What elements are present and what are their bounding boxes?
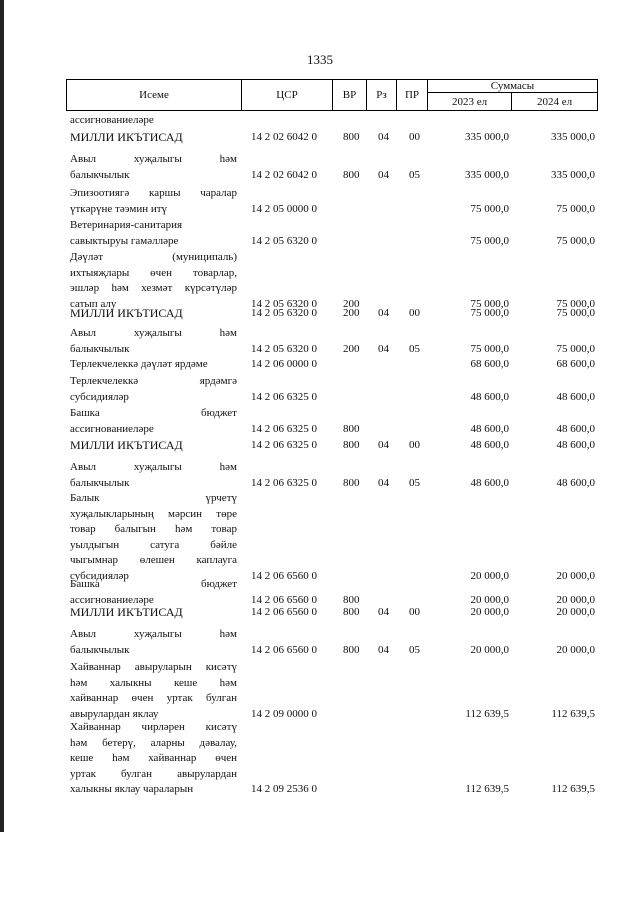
- row-sum-2024: 68 600,0: [556, 358, 595, 370]
- row-rz: 04: [378, 643, 389, 656]
- row-vr: 800: [343, 476, 360, 489]
- page-number: 1335: [307, 52, 333, 67]
- row-csr: 14 2 06 6325 0: [251, 476, 317, 489]
- row-sum-2023: 48 600,0: [470, 422, 509, 435]
- row-csr: 14 2 06 6325 0: [251, 422, 317, 435]
- row-name: [70, 218, 237, 249]
- row-csr: 14 2 05 6320 0: [251, 307, 317, 319]
- row-name-line: субсидияләр: [70, 390, 129, 403]
- column-header-sums: Суммасы: [428, 80, 598, 93]
- row-pr: 05: [409, 168, 420, 181]
- row-name: [70, 357, 237, 373]
- row-csr: 14 2 05 0000 0: [251, 202, 317, 215]
- row-csr: 14 2 02 6042 0: [251, 168, 317, 181]
- row-name: [70, 374, 237, 405]
- row-csr: 14 2 02 6042 0: [251, 131, 317, 143]
- row-sum-2023: 75 000,0: [470, 342, 509, 355]
- row-sum-2023: 48 600,0: [470, 476, 509, 489]
- row-name-line: хуҗалыкларының мәрсин төре: [70, 507, 237, 520]
- row-csr: 14 2 06 6560 0: [251, 569, 317, 582]
- table-header: [66, 79, 598, 111]
- row-name-line: уртак булган авырулардан: [70, 767, 237, 780]
- page-edge-bar: [0, 0, 4, 832]
- row-name-line: ихтыяҗлары өчен товарлар,: [70, 266, 237, 279]
- row-name-line: эшләр һәм хезмәт күрсәтүләр: [70, 282, 237, 294]
- row-name-line: авырулардан яклау: [70, 707, 159, 720]
- row-sum-2023: 20 000,0: [470, 643, 509, 656]
- row-pr: 05: [409, 476, 420, 489]
- row-vr: 200: [343, 307, 360, 319]
- row-name-line: халыкны яклау чараларын: [70, 783, 194, 795]
- column-header-csr: ЦСР: [242, 80, 333, 111]
- row-sum-2024: 48 600,0: [556, 422, 595, 435]
- row-pr: 05: [409, 342, 420, 355]
- row-name-line: ассигнованиеләре: [70, 114, 154, 126]
- row-sum-2023: 335 000,0: [465, 168, 509, 181]
- row-sum-2023: 48 600,0: [470, 439, 509, 451]
- row-sum-2024: 20 000,0: [556, 606, 595, 618]
- row-name: [70, 460, 237, 491]
- row-name: [70, 152, 237, 183]
- row-name-line: Авыл хуҗалыгы һәм: [70, 153, 237, 165]
- row-sum-2023: 112 639,5: [465, 783, 509, 795]
- column-header-pr: ПР: [397, 80, 428, 111]
- row-sum-2024: 335 000,0: [551, 131, 595, 143]
- row-vr: 200: [343, 297, 360, 310]
- column-header-rz: Рз: [367, 80, 397, 111]
- row-sum-2023: 75 000,0: [470, 297, 509, 310]
- row-name-line: товар балыгын һәм товар: [70, 523, 237, 535]
- row-name-line: савыктыруы гамәлләре: [70, 234, 179, 247]
- row-vr: 800: [343, 606, 360, 618]
- row-name-line: Хайваннар чирләрен кисәтү: [70, 721, 237, 733]
- row-name: [70, 186, 237, 217]
- row-csr: 14 2 09 2536 0: [251, 783, 317, 795]
- row-name-line: Дәүләт (муниципаль): [70, 251, 237, 263]
- row-name-line: МИЛЛИ ИКЪТИСАД: [70, 306, 183, 320]
- row-csr: 14 2 06 6325 0: [251, 390, 317, 403]
- row-pr: 00: [409, 307, 420, 319]
- row-name-line: Башка бюджет: [70, 578, 237, 590]
- row-name: [70, 605, 237, 621]
- row-name: [70, 660, 237, 722]
- row-sum-2024: 48 600,0: [556, 476, 595, 489]
- row-name-line: МИЛЛИ ИКЪТИСАД: [70, 605, 183, 619]
- row-name-line: Авыл хуҗалыгы һәм: [70, 327, 237, 339]
- row-pr: 05: [409, 643, 420, 656]
- row-sum-2024: 20 000,0: [556, 593, 595, 606]
- row-pr: 00: [409, 606, 420, 618]
- column-header-year-2023: 2023 ел: [428, 93, 512, 111]
- row-name: [70, 491, 237, 584]
- row-name-line: Терлекчелеккә дәүләт ярдәме: [70, 358, 208, 370]
- row-csr: 14 2 06 6325 0: [251, 439, 317, 451]
- row-sum-2024: 75 000,0: [556, 342, 595, 355]
- row-name: [70, 250, 237, 312]
- row-name-line: Башка бюджет: [70, 407, 237, 419]
- row-sum-2023: 48 600,0: [470, 390, 509, 403]
- row-rz: 04: [378, 606, 389, 618]
- row-sum-2024: 75 000,0: [556, 202, 595, 215]
- row-name-line: субсидияләр: [70, 569, 129, 582]
- row-csr: 14 2 05 6320 0: [251, 297, 317, 310]
- row-name-line: уылдыгын сатуга бәйле: [70, 538, 237, 551]
- row-name-line: Балык үрчетү: [70, 492, 237, 504]
- row-sum-2024: 75 000,0: [556, 307, 595, 319]
- row-name-line: ассигнованиеләре: [70, 593, 154, 606]
- row-name-line: хайваннар өчен уртак булган: [70, 692, 237, 704]
- row-vr: 800: [343, 168, 360, 181]
- row-name: [70, 720, 237, 798]
- row-name-line: Ветеринария-санитария: [70, 219, 183, 231]
- row-csr: 14 2 06 6560 0: [251, 606, 317, 618]
- row-name: [70, 306, 237, 322]
- row-sum-2024: 20 000,0: [556, 643, 595, 656]
- row-sum-2023: 112 639,5: [465, 707, 509, 720]
- row-sum-2024: 75 000,0: [556, 297, 595, 310]
- row-vr: 800: [343, 439, 360, 451]
- row-name-line: Терлекчелеккә ярдәмгә: [70, 375, 237, 387]
- row-pr: 00: [409, 439, 420, 451]
- column-header-vr: ВР: [333, 80, 367, 111]
- row-csr: 14 2 06 6560 0: [251, 643, 317, 656]
- row-name-line: ассигнованиеләре: [70, 422, 154, 435]
- row-sum-2024: 48 600,0: [556, 390, 595, 403]
- row-name: [70, 577, 237, 608]
- row-sum-2023: 20 000,0: [470, 569, 509, 582]
- row-csr: 14 2 05 6320 0: [251, 234, 317, 247]
- row-rz: 04: [378, 439, 389, 451]
- row-name-line: балыкчылык: [70, 342, 130, 355]
- row-sum-2024: 335 000,0: [551, 168, 595, 181]
- row-sum-2023: 75 000,0: [470, 202, 509, 215]
- row-name-line: балыкчылык: [70, 168, 130, 181]
- row-sum-2024: 75 000,0: [556, 234, 595, 247]
- row-csr: 14 2 06 0000 0: [251, 358, 317, 370]
- row-sum-2023: 75 000,0: [470, 307, 509, 319]
- row-name: [70, 130, 237, 146]
- row-name: [70, 627, 237, 658]
- row-name-line: Хайваннар авыруларын кисәтү: [70, 661, 237, 673]
- row-rz: 04: [378, 168, 389, 181]
- row-sum-2023: 335 000,0: [465, 131, 509, 143]
- row-name-line: һәм халыкны кеше һәм: [70, 676, 237, 689]
- row-pr: 00: [409, 131, 420, 143]
- row-name-line: Авыл хуҗалыгы һәм: [70, 628, 237, 640]
- row-vr: 800: [343, 643, 360, 656]
- row-rz: 04: [378, 342, 389, 355]
- row-name-line: үткәрүне тәэмин итү: [70, 202, 168, 215]
- row-sum-2023: 68 600,0: [470, 358, 509, 370]
- row-sum-2024: 48 600,0: [556, 439, 595, 451]
- column-header-year-2024: 2024 ел: [512, 93, 598, 111]
- row-name-line: чыгымнар өлешен каплауга: [70, 554, 237, 566]
- column-header-name: Исеме: [67, 80, 242, 111]
- row-csr: 14 2 05 6320 0: [251, 342, 317, 355]
- row-vr: 800: [343, 593, 360, 606]
- row-sum-2023: 20 000,0: [470, 606, 509, 618]
- row-name: [70, 113, 237, 129]
- row-name-line: МИЛЛИ ИКЪТИСАД: [70, 130, 183, 144]
- row-rz: 04: [378, 476, 389, 489]
- row-sum-2024: 112 639,5: [551, 783, 595, 795]
- row-vr: 200: [343, 342, 360, 355]
- row-sum-2024: 20 000,0: [556, 569, 595, 582]
- row-name-line: сатып алу: [70, 297, 117, 310]
- row-vr: 800: [343, 131, 360, 143]
- row-name-line: балыкчылык: [70, 643, 130, 656]
- row-name-line: МИЛЛИ ИКЪТИСАД: [70, 438, 183, 452]
- row-name: [70, 326, 237, 357]
- row-vr: 800: [343, 422, 360, 435]
- row-csr: 14 2 06 6560 0: [251, 593, 317, 606]
- row-name-line: Эпизоотиягә каршы чаралар: [70, 187, 237, 199]
- row-name-line: Авыл хуҗалыгы һәм: [70, 461, 237, 473]
- row-name-line: һәм бетерү, аларны дәвалау,: [70, 736, 237, 749]
- row-name-line: балыкчылык: [70, 476, 130, 489]
- row-csr: 14 2 09 0000 0: [251, 707, 317, 720]
- row-rz: 04: [378, 131, 389, 143]
- row-sum-2023: 20 000,0: [470, 593, 509, 606]
- row-sum-2023: 75 000,0: [470, 234, 509, 247]
- row-name: [70, 406, 237, 437]
- row-name: [70, 438, 237, 454]
- row-rz: 04: [378, 307, 389, 319]
- row-sum-2024: 112 639,5: [551, 707, 595, 720]
- row-name-line: кеше һәм хайваннар өчен: [70, 752, 237, 764]
